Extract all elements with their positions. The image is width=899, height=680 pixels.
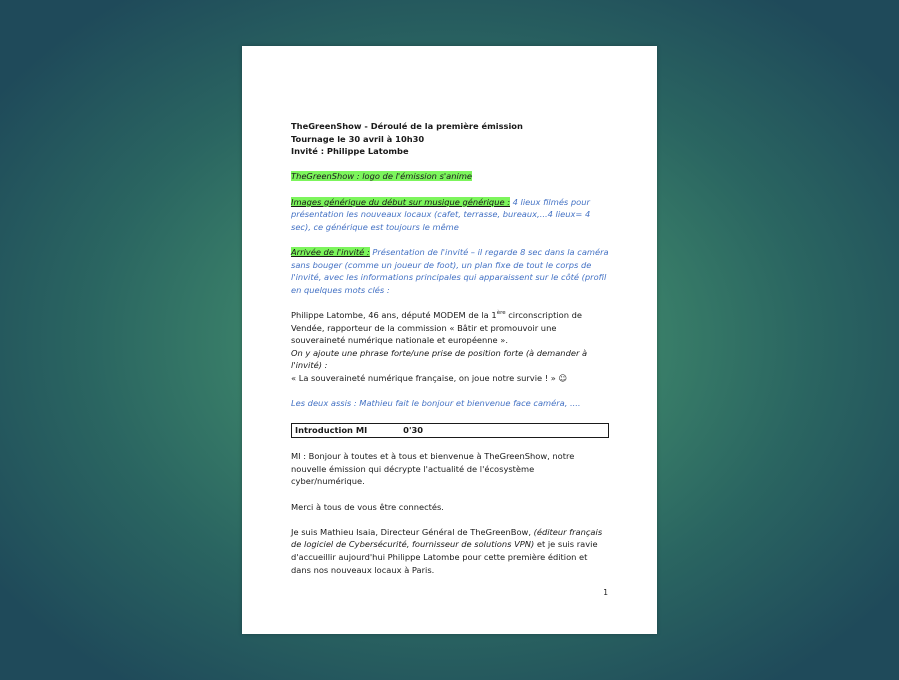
doc-title: TheGreenShow - Déroulé de la première émission xyxy=(291,121,523,131)
intro-box-duration: 0'30 xyxy=(403,424,424,435)
page-number: 1 xyxy=(603,588,608,597)
intro-box-label: Introduction MI xyxy=(295,424,368,435)
je-suis-italic: (éditeur français de logiciel de Cybersécurité, fournisseur de solutions VPN) xyxy=(291,526,603,550)
bio-part2: circonscription de Vendée, rapporteur de la commission « Bâtir et promouvoir une souveraineté numérique nationale et européenne ». xyxy=(291,309,583,346)
merci-paragraph: Merci à tous de vous être connectés. xyxy=(291,501,444,512)
bio-part1: Philippe Latombe, 46 ans, député MODEM de la 1 xyxy=(291,309,497,320)
bio-quote: « La souveraineté numérique française, on joue notre survie ! » ☺ xyxy=(291,372,568,383)
doc-shooting-date: Tournage le 30 avril à 10h30 xyxy=(291,133,425,144)
logo-note-paragraph xyxy=(291,170,609,183)
bio-italic-line: On y ajoute une phrase forte/une prise de position forte (à demander à l'invité) : xyxy=(291,347,588,371)
generique-label: Images générique du début sur musique générique : xyxy=(291,196,510,207)
generique-text: 4 lieux filmés pour présentation les nouveaux locaux (cafet, terrasse, bureaux,...4 lieux= 4 sec), ce générique est toujours le même xyxy=(291,196,591,232)
document-page xyxy=(242,46,657,634)
arrivee-label: Arrivée de l'invité : xyxy=(291,246,370,257)
bio-sup: ère xyxy=(496,310,506,317)
mi-bonjour-paragraph: MI : Bonjour à toutes et à tous et bienvenue à TheGreenShow, notre nouvelle émission qui décrypte l'actualité de l'écosystème cyber/numérique. xyxy=(291,451,575,487)
document-content xyxy=(291,120,609,576)
je-suis-part1: Je suis Mathieu Isaia, Directeur Général de TheGreenBow, xyxy=(291,526,534,537)
deux-assis-line: Les deux assis : Mathieu fait le bonjour et bienvenue face caméra, .... xyxy=(291,398,581,409)
je-suis-paragraph xyxy=(291,526,609,576)
bio-paragraph xyxy=(291,309,609,347)
je-suis-part2: et je suis ravie d'accueillir aujourd'hui Philippe Latombe pour cette première édition et dans nos nouveaux locaux à Paris. xyxy=(291,539,598,575)
arrivee-paragraph xyxy=(291,246,609,296)
intro-box xyxy=(291,423,609,438)
generique-paragraph xyxy=(291,196,609,234)
arrivee-text: Présentation de l'invité – il regarde 8 sec dans la caméra sans bouger (comme un joueur de foot), un plan fixe de tout le corps de l'invité, avec les informations principales qui apparaissent sur le côté (profil en quelques mots clés : xyxy=(291,246,609,295)
logo-note-highlight: TheGreenShow : logo de l'émission s'anime xyxy=(291,171,473,182)
doc-guest: Invité : Philippe Latombe xyxy=(291,146,409,157)
